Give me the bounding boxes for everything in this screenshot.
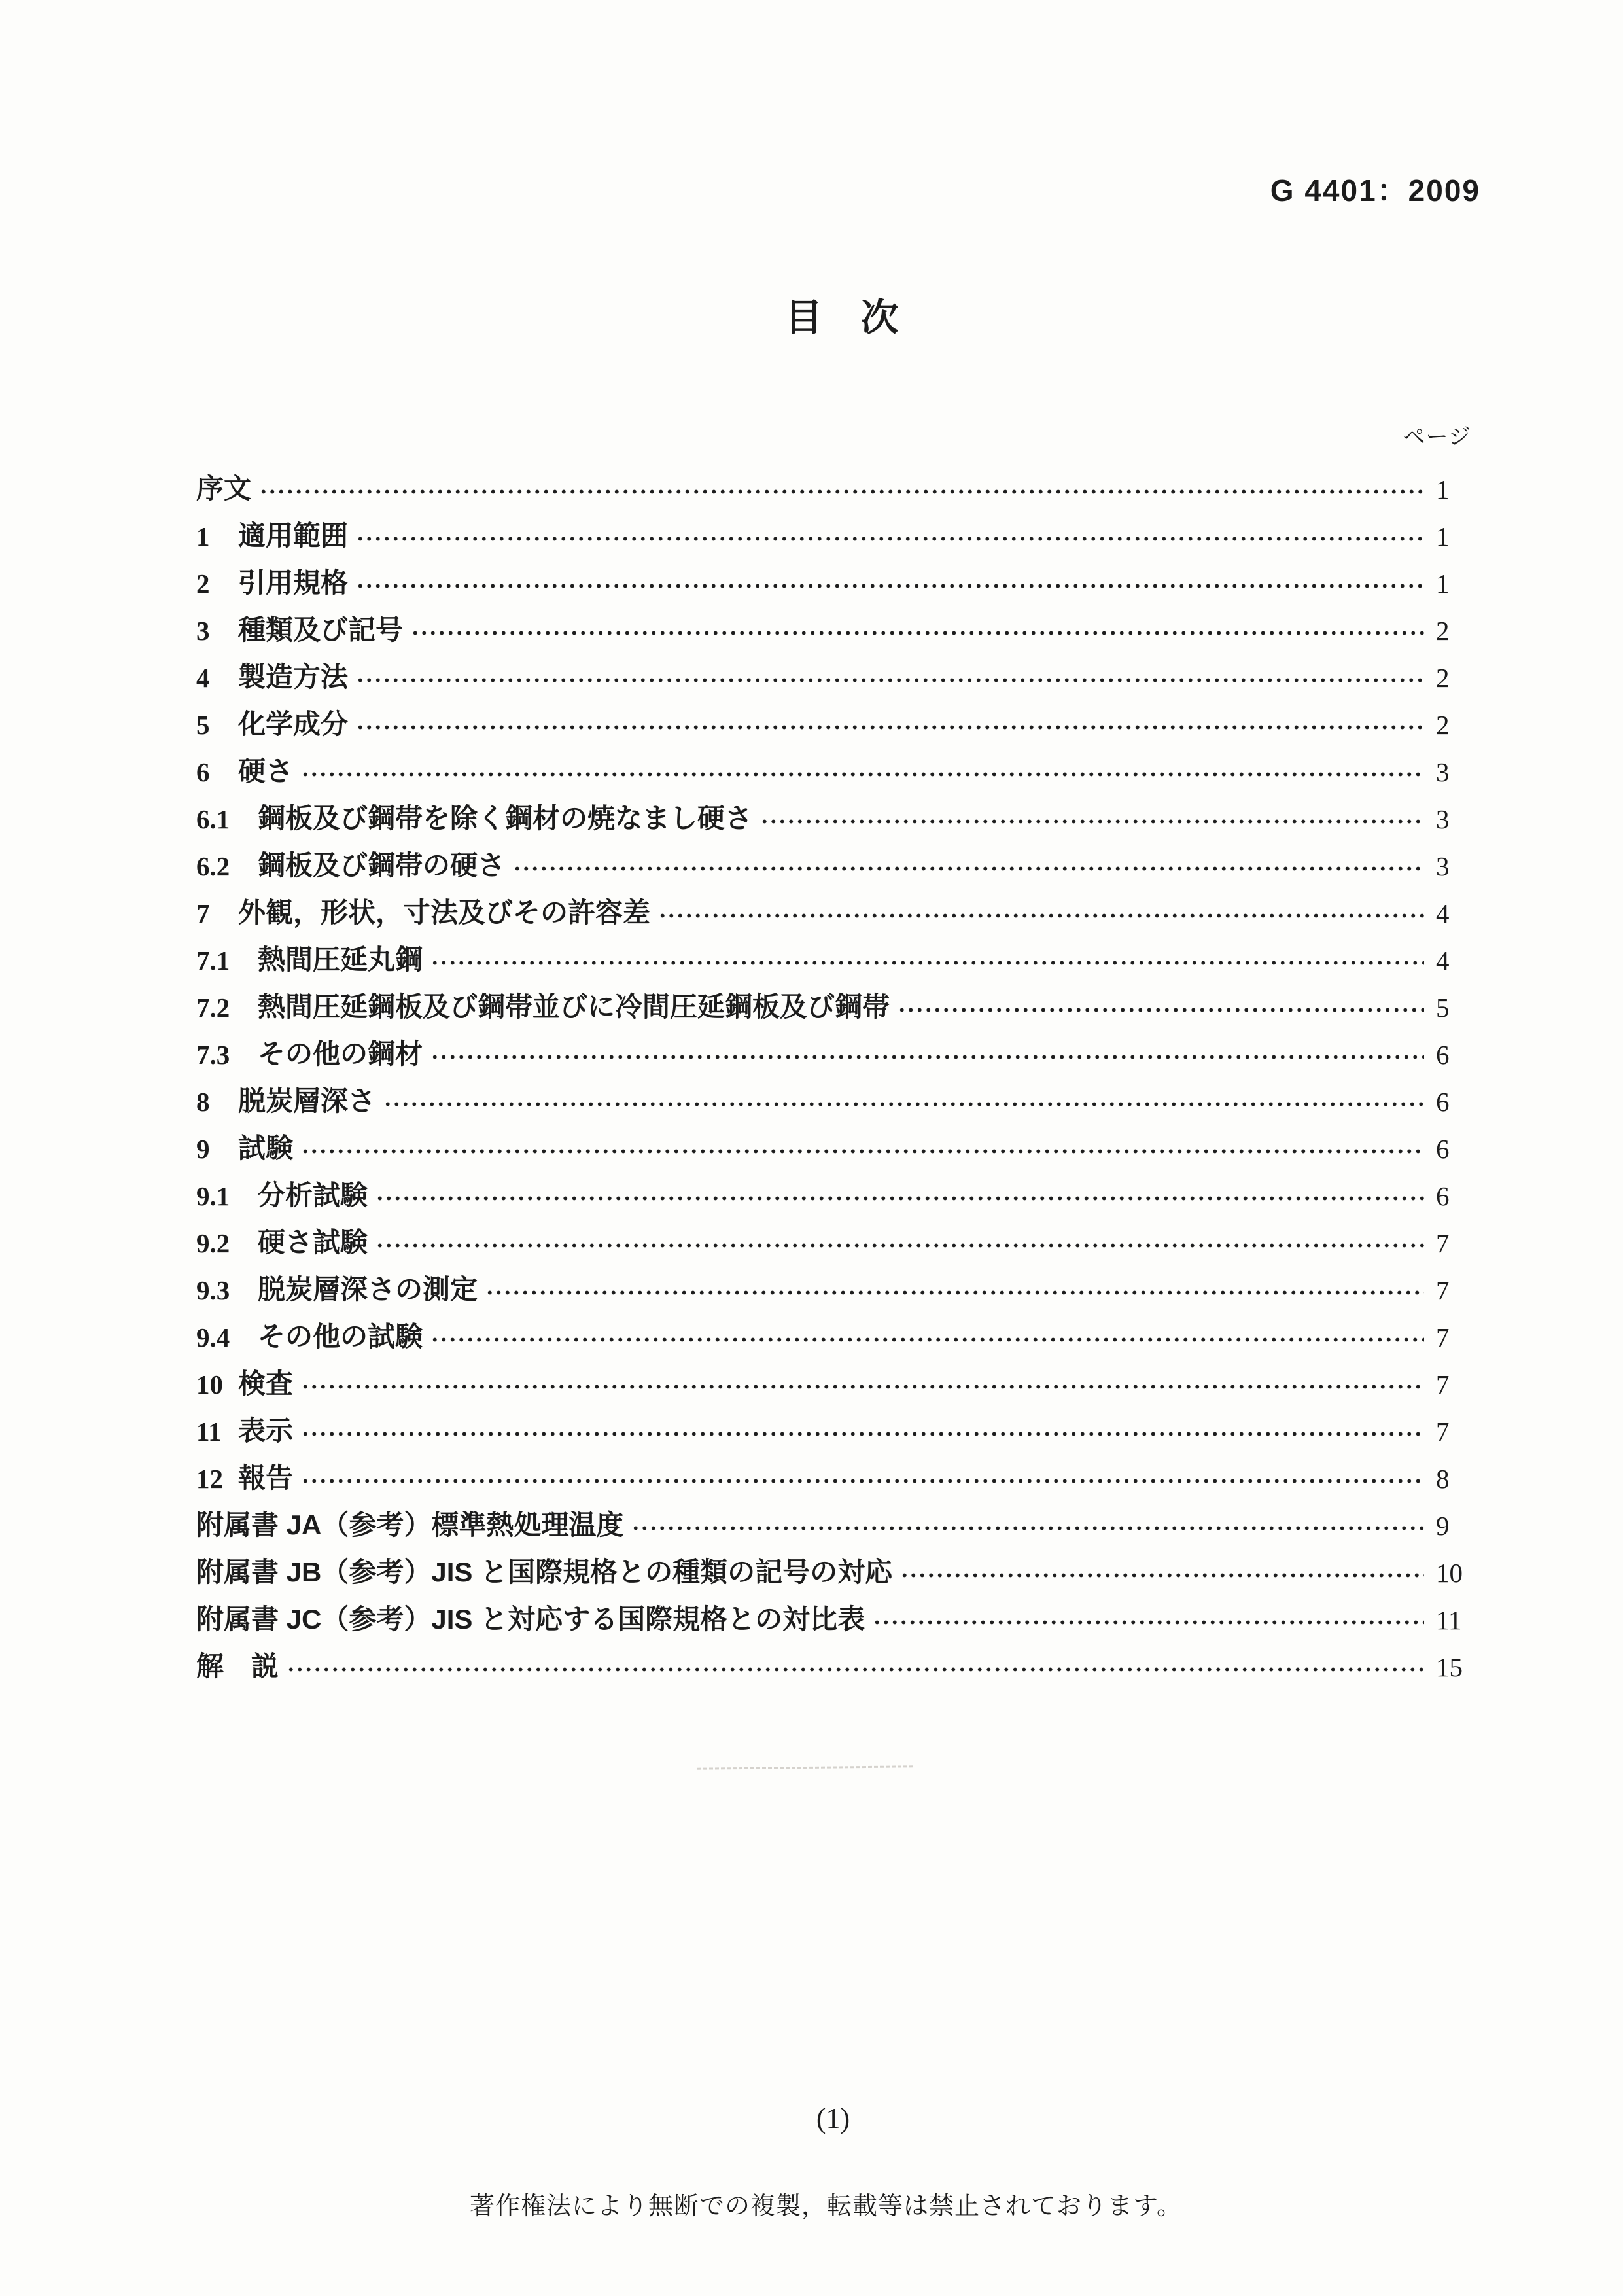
toc-entry-number: 7.3 bbox=[196, 1039, 230, 1070]
toc-entry-page: 4 bbox=[1436, 898, 1450, 928]
dot-leader bbox=[430, 1053, 1424, 1061]
dot-leader bbox=[411, 629, 1424, 637]
toc-entry-label: 脱炭層深さ bbox=[238, 1085, 376, 1116]
toc-entry-label: 分析試験 bbox=[258, 1179, 368, 1210]
toc-entry-page: 4 bbox=[1436, 945, 1450, 976]
toc-entry-page: 7 bbox=[1436, 1275, 1450, 1305]
dot-leader bbox=[287, 1665, 1424, 1674]
toc-entry bbox=[196, 975, 1471, 1022]
toc-entry-number: 5 bbox=[196, 709, 210, 740]
toc-entry bbox=[196, 504, 1471, 551]
dot-leader bbox=[631, 1524, 1424, 1532]
toc-entry-label: 種類及び記号 bbox=[238, 614, 404, 645]
toc-entry-number: 7.1 bbox=[196, 945, 230, 976]
toc-entry-label: 硬さ試験 bbox=[258, 1226, 368, 1258]
dot-leader bbox=[301, 770, 1424, 779]
dot-leader bbox=[301, 1477, 1424, 1485]
toc-entry-label: 附属書 JC（参考）JIS と対応する国際規格との対比表 bbox=[196, 1603, 865, 1634]
table-of-contents bbox=[196, 457, 1471, 1682]
toc-entry-label: 引用規格 bbox=[238, 567, 349, 598]
toc-entry bbox=[196, 1399, 1471, 1446]
toc-entry-label: 適用範囲 bbox=[238, 520, 349, 551]
toc-entry-label: 鋼板及び鋼帯の硬さ bbox=[258, 849, 506, 881]
toc-entry-number: 9.2 bbox=[196, 1227, 230, 1258]
toc-entry-number: 7.2 bbox=[196, 992, 230, 1023]
toc-entry bbox=[196, 1258, 1471, 1305]
dot-leader bbox=[383, 1100, 1424, 1108]
toc-entry-page: 15 bbox=[1436, 1651, 1463, 1682]
toc-entry-number: 6.1 bbox=[196, 804, 230, 834]
toc-entry bbox=[196, 692, 1471, 739]
dot-leader bbox=[301, 1147, 1424, 1156]
toc-entry bbox=[196, 1116, 1471, 1163]
toc-entry-page: 6 bbox=[1436, 1133, 1450, 1164]
toc-entry-page: 7 bbox=[1436, 1416, 1450, 1447]
dot-leader bbox=[356, 676, 1424, 684]
toc-entry-number: 12 bbox=[196, 1463, 223, 1494]
toc-entry bbox=[196, 1587, 1471, 1634]
toc-entry bbox=[196, 551, 1471, 598]
toc-entry bbox=[196, 1305, 1471, 1352]
dot-leader bbox=[259, 487, 1424, 496]
toc-entry bbox=[196, 1352, 1471, 1399]
dot-leader bbox=[873, 1618, 1424, 1627]
toc-entry-number: 10 bbox=[196, 1369, 223, 1400]
toc-entry-page: 5 bbox=[1436, 992, 1450, 1023]
toc-entry bbox=[196, 1540, 1471, 1587]
toc-entry-page: 3 bbox=[1436, 756, 1450, 787]
toc-entry-number: 2 bbox=[196, 568, 210, 599]
toc-entry-label: 序文 bbox=[196, 472, 252, 504]
toc-entry bbox=[196, 881, 1471, 928]
toc-entry-page: 8 bbox=[1436, 1463, 1450, 1494]
toc-entry-page: 1 bbox=[1436, 474, 1450, 504]
footer-page-number: (1) bbox=[816, 2102, 850, 2134]
toc-entry-label: 解 説 bbox=[196, 1650, 279, 1682]
toc-entry-page: 10 bbox=[1436, 1557, 1463, 1588]
dot-leader bbox=[898, 1006, 1424, 1014]
toc-entry-page: 2 bbox=[1436, 662, 1450, 693]
toc-entry-label: 脱炭層深さの測定 bbox=[258, 1273, 478, 1305]
toc-entry-page: 3 bbox=[1436, 804, 1450, 834]
toc-entry bbox=[196, 1022, 1471, 1069]
toc-entry-page: 7 bbox=[1436, 1227, 1450, 1258]
page-title: 目 次 bbox=[784, 296, 899, 339]
toc-entry-page: 6 bbox=[1436, 1039, 1450, 1070]
toc-entry bbox=[196, 834, 1471, 881]
toc-entry-label: 外観，形状，寸法及びその許容差 bbox=[238, 896, 651, 928]
toc-entry bbox=[196, 739, 1471, 786]
toc-entry-page: 3 bbox=[1436, 851, 1450, 881]
toc-entry-label: 附属書 JA（参考）標準熱処理温度 bbox=[196, 1509, 624, 1540]
toc-entry-number: 7 bbox=[196, 898, 210, 928]
toc-entry-number: 11 bbox=[196, 1416, 222, 1447]
toc-entry-label: 熱間圧延鋼板及び鋼帯並びに冷間圧延鋼板及び鋼帯 bbox=[258, 991, 890, 1022]
toc-entry-label: その他の試験 bbox=[258, 1320, 423, 1352]
dot-leader bbox=[375, 1194, 1424, 1203]
dot-leader bbox=[900, 1571, 1424, 1580]
toc-entry bbox=[196, 598, 1471, 645]
toc-entry-label: 報告 bbox=[238, 1462, 294, 1493]
dot-leader bbox=[485, 1288, 1424, 1297]
scan-smudge-artifact bbox=[697, 1765, 913, 1769]
toc-entry-page: 2 bbox=[1436, 709, 1450, 740]
toc-entry-page: 2 bbox=[1436, 615, 1450, 646]
dot-leader bbox=[430, 959, 1424, 967]
toc-entry-label: 製造方法 bbox=[238, 661, 349, 692]
dot-leader bbox=[430, 1335, 1424, 1344]
toc-entry-label: 試験 bbox=[238, 1132, 294, 1163]
toc-entry-page: 1 bbox=[1436, 568, 1450, 599]
toc-entry-number: 9.1 bbox=[196, 1180, 230, 1211]
toc-entry bbox=[196, 786, 1471, 834]
toc-entry-number: 3 bbox=[196, 615, 210, 646]
toc-entry-page: 1 bbox=[1436, 521, 1450, 552]
toc-entry-number: 1 bbox=[196, 521, 210, 552]
dot-leader bbox=[658, 911, 1424, 920]
toc-entry-label: 附属書 JB（参考）JIS と国際規格との種類の記号の対応 bbox=[196, 1556, 893, 1587]
toc-entry-page: 9 bbox=[1436, 1510, 1450, 1541]
toc-entry bbox=[196, 1493, 1471, 1540]
toc-entry bbox=[196, 928, 1471, 975]
toc-entry-page: 6 bbox=[1436, 1180, 1450, 1211]
dot-leader bbox=[301, 1430, 1424, 1438]
toc-entry-number: 9.3 bbox=[196, 1275, 230, 1305]
toc-entry-label: 熱間圧延丸鋼 bbox=[258, 944, 423, 975]
toc-entry bbox=[196, 1210, 1471, 1258]
toc-entry-label: 検査 bbox=[238, 1368, 294, 1399]
dot-leader bbox=[513, 864, 1424, 873]
standard-number: G 4401：2009 bbox=[1270, 173, 1480, 207]
toc-entry bbox=[196, 1446, 1471, 1493]
toc-entry-number: 9.4 bbox=[196, 1322, 230, 1352]
footer-copyright-notice: 著作権法により無断での複製，転載等は禁止されております。 bbox=[470, 2193, 1182, 2220]
toc-entry-number: 6.2 bbox=[196, 851, 230, 881]
toc-entry-label: 鋼板及び鋼帯を除く鋼材の焼なまし硬さ bbox=[258, 802, 753, 834]
toc-entry bbox=[196, 1163, 1471, 1210]
toc-entry-label: 化学成分 bbox=[238, 708, 349, 739]
dot-leader bbox=[760, 817, 1424, 826]
toc-entry-page: 11 bbox=[1436, 1604, 1462, 1635]
toc-entry bbox=[196, 457, 1471, 504]
toc-entry-label: 硬さ bbox=[238, 755, 294, 786]
toc-entry-page: 7 bbox=[1436, 1322, 1450, 1352]
toc-entry-label: 表示 bbox=[238, 1415, 294, 1446]
dot-leader bbox=[356, 582, 1424, 590]
dot-leader bbox=[356, 535, 1424, 543]
toc-entry-number: 8 bbox=[196, 1086, 210, 1117]
toc-entry bbox=[196, 645, 1471, 692]
toc-entry-page: 7 bbox=[1436, 1369, 1450, 1400]
page-column-label: ページ bbox=[1403, 425, 1471, 450]
toc-entry-number: 6 bbox=[196, 756, 210, 787]
dot-leader bbox=[356, 723, 1424, 732]
toc-entry bbox=[196, 1634, 1471, 1682]
dot-leader bbox=[375, 1241, 1424, 1250]
toc-entry-number: 9 bbox=[196, 1133, 210, 1164]
toc-entry bbox=[196, 1069, 1471, 1116]
toc-entry-label: その他の鋼材 bbox=[258, 1038, 423, 1069]
toc-entry-page: 6 bbox=[1436, 1086, 1450, 1117]
toc-entry-number: 4 bbox=[196, 662, 210, 693]
dot-leader bbox=[301, 1383, 1424, 1391]
